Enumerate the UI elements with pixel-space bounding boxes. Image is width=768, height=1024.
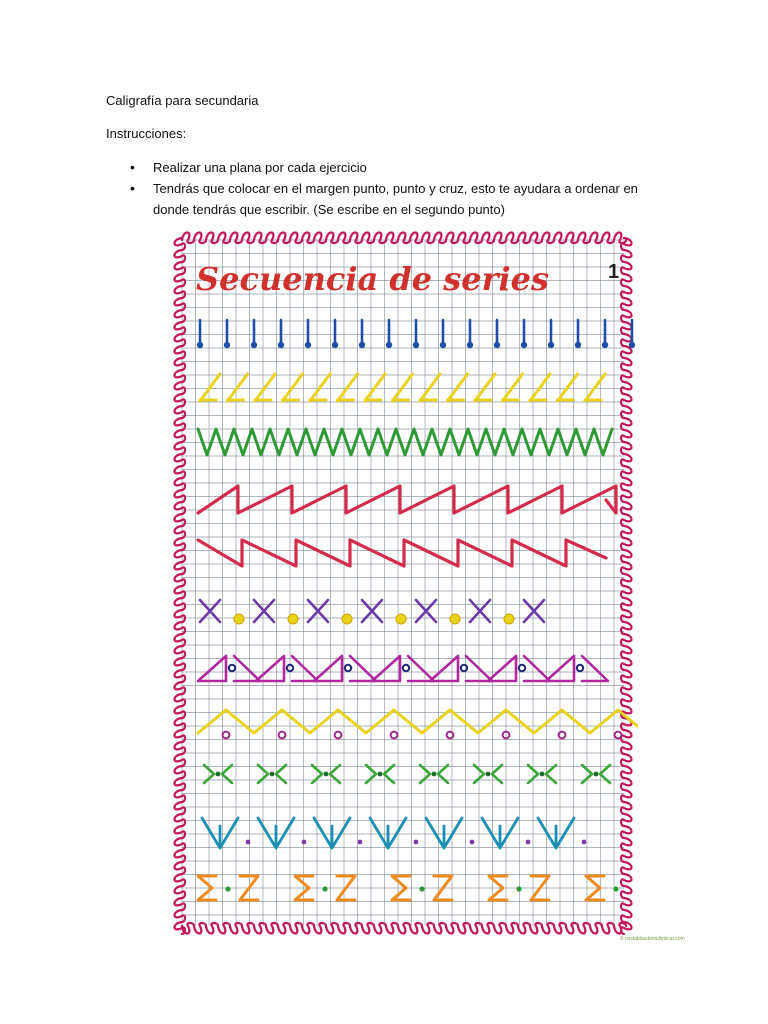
- circle-mark: [288, 614, 298, 624]
- dot-mark: [432, 772, 437, 777]
- dot-mark: [305, 342, 311, 348]
- dot-mark: [413, 342, 419, 348]
- dot-mark: [594, 772, 599, 777]
- credit-text: © mistablasdemultiplicar.com: [620, 936, 685, 942]
- instruction-item: • Realizar una plana por cada ejercicio: [130, 157, 650, 178]
- dot-mark: [521, 342, 527, 348]
- dot-mark: [440, 342, 446, 348]
- instruction-item: • Tendrás que colocar en el margen punto, punto y cruz, esto te ayudara a ordenar en donde tendrás que escribir. (Se escribe en el segundo punto): [130, 178, 650, 220]
- dot-mark: [467, 342, 473, 348]
- circle-mark: [396, 614, 406, 624]
- circle-mark: [504, 614, 514, 624]
- dot-mark: [548, 342, 554, 348]
- dot-mark: [270, 772, 275, 777]
- dot-mark: [324, 772, 329, 777]
- calligraphy-worksheet: [168, 228, 638, 938]
- dot-mark: [302, 840, 307, 845]
- dot-mark: [470, 840, 475, 845]
- dot-mark: [526, 840, 531, 845]
- dot-mark: [414, 840, 419, 845]
- dot-mark: [358, 840, 363, 845]
- dot-mark: [613, 886, 618, 891]
- dot-mark: [322, 886, 327, 891]
- dot-mark: [516, 886, 521, 891]
- dot-mark: [332, 342, 338, 348]
- instructions-list: [130, 157, 650, 220]
- dot-mark: [359, 342, 365, 348]
- document-title: Caligrafía para secundaria: [106, 93, 259, 108]
- dot-mark: [225, 886, 230, 891]
- dot-mark: [251, 342, 257, 348]
- dot-mark: [386, 342, 392, 348]
- dot-mark: [278, 342, 284, 348]
- dot-mark: [224, 342, 230, 348]
- circle-mark: [234, 614, 244, 624]
- dot-mark: [216, 772, 221, 777]
- dot-mark: [378, 772, 383, 777]
- worksheet-page-number: 1: [608, 261, 620, 283]
- dot-mark: [602, 342, 608, 348]
- dot-mark: [486, 772, 491, 777]
- worksheet-heading: Secuencia de series: [196, 260, 549, 298]
- dot-mark: [540, 772, 545, 777]
- dot-mark: [494, 342, 500, 348]
- circle-mark: [342, 614, 352, 624]
- dot-mark: [246, 840, 251, 845]
- dot-mark: [419, 886, 424, 891]
- dot-mark: [575, 342, 581, 348]
- instructions-heading: Instrucciones:: [106, 126, 187, 141]
- dot-mark: [629, 342, 635, 348]
- dot-mark: [197, 342, 203, 348]
- dot-mark: [582, 840, 587, 845]
- circle-mark: [450, 614, 460, 624]
